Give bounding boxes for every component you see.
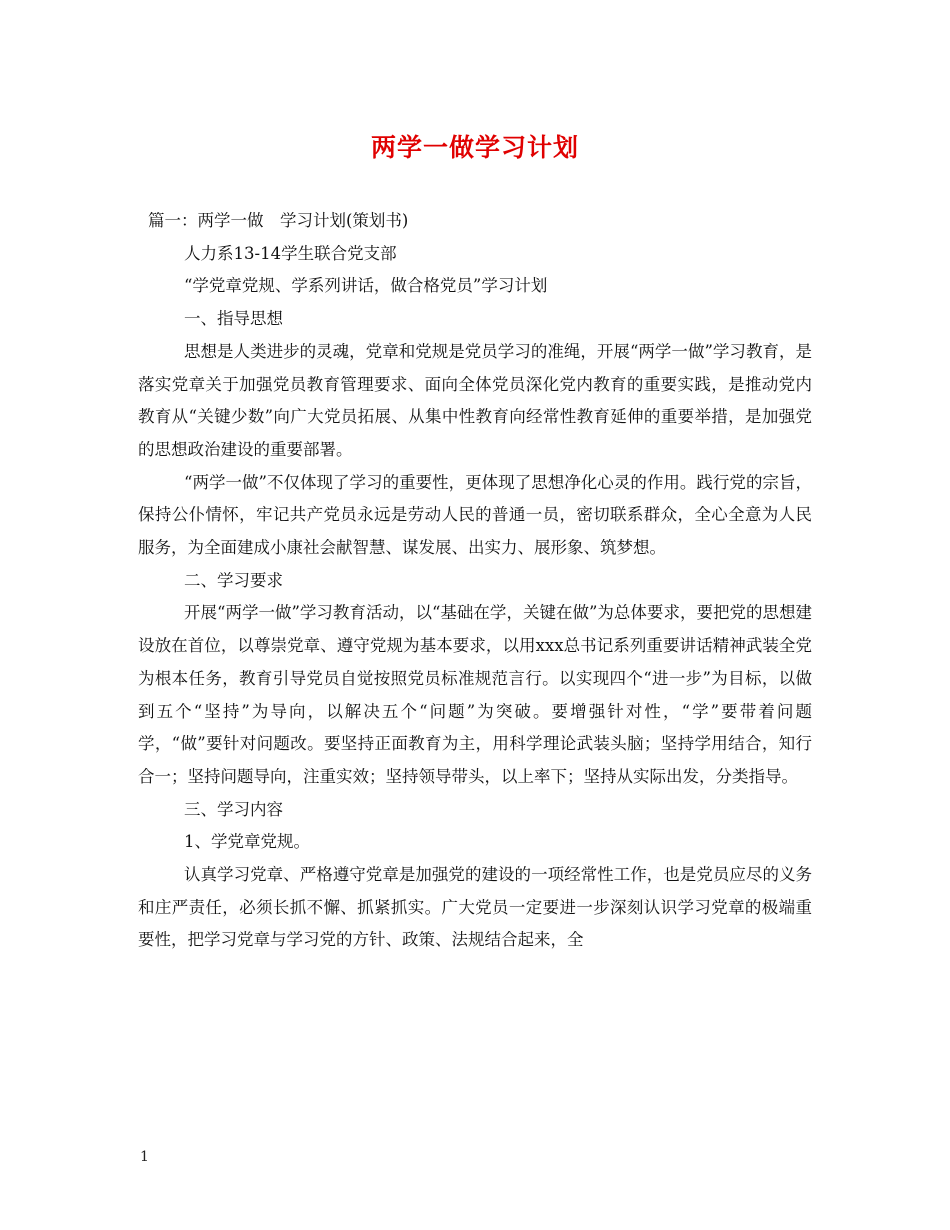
section-heading-requirements: 二、学习要求 — [184, 570, 283, 590]
plan-title: “学党章党规、学系列讲话，做合格党员”学习计划 — [184, 276, 548, 296]
subheading: 篇一：两学一做 学习计划(策划书) — [148, 211, 409, 230]
page-number: 1 — [140, 1149, 149, 1165]
document-body — [138, 205, 812, 957]
organization-line: 人力系13-14学生联合党支部 — [184, 243, 397, 263]
paragraph-guiding-thought: 思想是人类进步的灵魂，党章和党规是党员学习的准绳，开展“两学一做”学习教育，是落实党章关于加强党员教育管理要求、面向全体党员深化党内教育的重要实践，是推动党内教育从“关键少数”向广大党员拓展、从集中性教育向经常性教育延伸的重要举措，是加强党的思想政治建设的重要部署。 — [138, 341, 812, 459]
section-heading-content: 三、学习内容 — [184, 799, 283, 819]
paragraph-two-learn-one-do: “两学一做”不仅体现了学习的重要性，更体现了思想净化心灵的作用。践行党的宗旨，保持公仆情怀，牢记共产党员永远是劳动人民的普通一员，密切联系群众，全心全意为人民服务，为全面建成小康社会献智慧、谋发展、出实力、展形象、筑梦想。 — [138, 472, 812, 558]
content-item-1: 1、学党章党规。 — [184, 832, 310, 852]
paragraph-requirements: 开展“两学一做”学习教育活动，以“基础在学，关键在做”为总体要求，要把党的思想建设放在首位，以尊崇党章、遵守党规为基本要求，以用xxx总书记系列重要讲话精神武装全党为根本任务，教育引导党员自觉按照党员标准规范言行。以实现四个“进一步”为目标，以做到五个“坚持”为导向，以解决五个“问题”为突破。要增强针对性，“学”要带着问题学，“做”要针对问题改。要坚持正面教育为主，用科学理论武装头脑；坚持学用结合，知行合一；坚持问题导向，注重实效；坚持领导带头，以上率下；坚持从实际出发，分类指导。 — [138, 603, 812, 786]
section-heading-guiding-thought: 一、指导思想 — [184, 309, 283, 329]
paragraph-party-charter: 认真学习党章、严格遵守党章是加强党的建设的一项经常性工作，也是党员应尽的义务和庄严责任，必须长抓不懈、抓紧抓实。广大党员一定要进一步深刻认识学习党章的极端重要性，把学习党章与学习党的方针、政策、法规结合起来，全 — [138, 865, 812, 950]
document-title: 两学一做学习计划 — [370, 133, 579, 162]
